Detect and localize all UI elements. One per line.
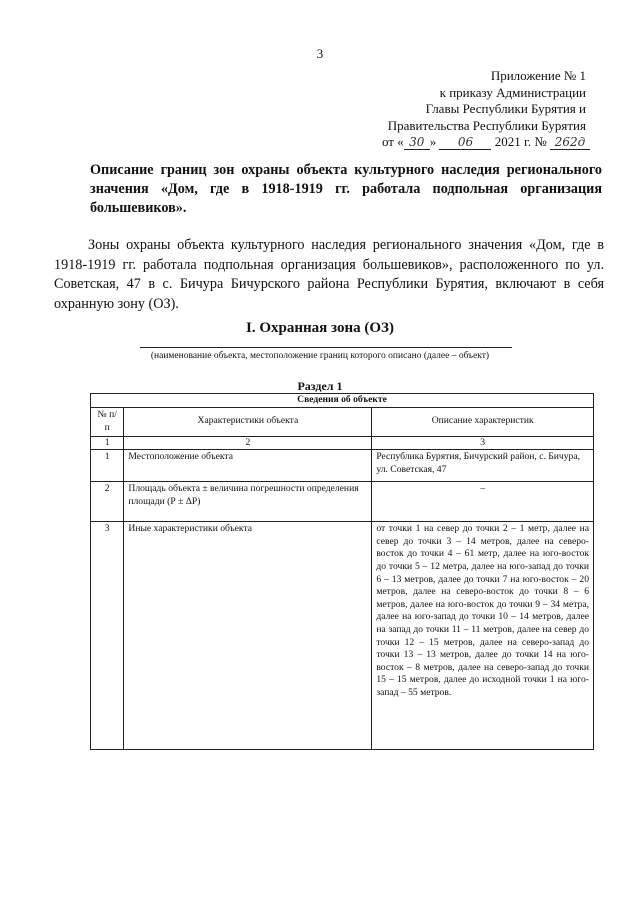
row-description: – [372, 482, 594, 522]
row-characteristic: Площадь объекта ± величина погрешности определения площади (Р ± ΔР) [124, 482, 372, 522]
row-characteristic: Местоположение объекта [124, 450, 372, 482]
row-number: 2 [91, 482, 124, 522]
column-header-characteristic: Характеристики объекта [124, 407, 372, 436]
row-number: 3 [91, 522, 124, 750]
column-header-description: Описание характеристик [372, 407, 594, 436]
order-number-handwritten: 262д [550, 135, 590, 150]
appendix-line: Главы Республики Бурятия и [425, 101, 586, 116]
appendix-line: Приложение № 1 [490, 68, 586, 83]
index-cell: 2 [124, 436, 372, 450]
row-description: Республика Бурятия, Бичурский район, с. Бичура, ул. Советская, 47 [372, 450, 594, 482]
table-row [91, 522, 594, 750]
appendix-line: Правительства Республики Бурятия [387, 117, 586, 133]
appendix-block [286, 68, 586, 134]
section-caption: (наименование объекта, местоположение границ которого описано (далее – объект) [150, 351, 490, 361]
page-number: 3 [316, 46, 324, 61]
intro-paragraph: Зоны охраны объекта культурного наследия регионального значения «Дом, где в 1918-1919 гг. работала подпольная организация большевиков», расположенного по ул. Советская, 47 в с. Бичура Бичурского района Республики Бурятия, включают в себя охранную зону (ОЗ). [54, 237, 604, 312]
order-month-handwritten: 06 [439, 135, 491, 150]
row-characteristic: Иные характеристики объекта [124, 522, 372, 750]
row-number: 1 [91, 450, 124, 482]
table-row [91, 450, 594, 482]
order-mid: » [429, 134, 437, 149]
order-year: 2021 г. № [494, 134, 547, 149]
subsection-title: Раздел 1 [297, 379, 343, 393]
order-date-line [382, 134, 590, 150]
order-day-handwritten: 30 [404, 135, 430, 150]
document-heading: Описание границ зон охраны объекта культурного наследия регионального значения «Дом, где в 1918-1919 гг. работала подпольная организация большевиков». [90, 162, 602, 216]
order-prefix: от « [381, 134, 404, 149]
table-row [91, 482, 594, 522]
section-underline [140, 347, 512, 348]
column-header-number: № п/п [91, 407, 124, 436]
section-title: I. Охранная зона (ОЗ) [246, 320, 394, 336]
row-description: от точки 1 на север до точки 2 – 1 метр, далее на север до точки 3 – 14 метров, далее на северо-восток до точки 4 – 61 метр, далее на юго-восток до точки 5 – 12 метра, далее на юго-запад до точки 6 – 13 метров, далее до точки 7 на юго-восток – 20 метров, далее на северо-восток до точки 8 – 6 метров, далее на юго-восток до точки 9 – 34 метра, далее на юго-запад до точки 10 – 14 метров, далее на запад до точки 11 – 11 метров, далее на север до точки 12 – 15 метров, далее на северо-запад до точки 13 – 13 метров, далее до точки 14 на юго-восток – 8 метров, далее на северо-запад до точки 15 – 15 метров, далее до исходной точки 1 на юго-запад – 55 метров. [372, 522, 594, 750]
index-cell: 1 [91, 436, 124, 450]
index-cell: 3 [372, 436, 594, 450]
table-caption: Сведения об объекте [91, 394, 594, 408]
appendix-line: к приказу Администрации [439, 84, 586, 100]
object-info-table [90, 393, 594, 750]
